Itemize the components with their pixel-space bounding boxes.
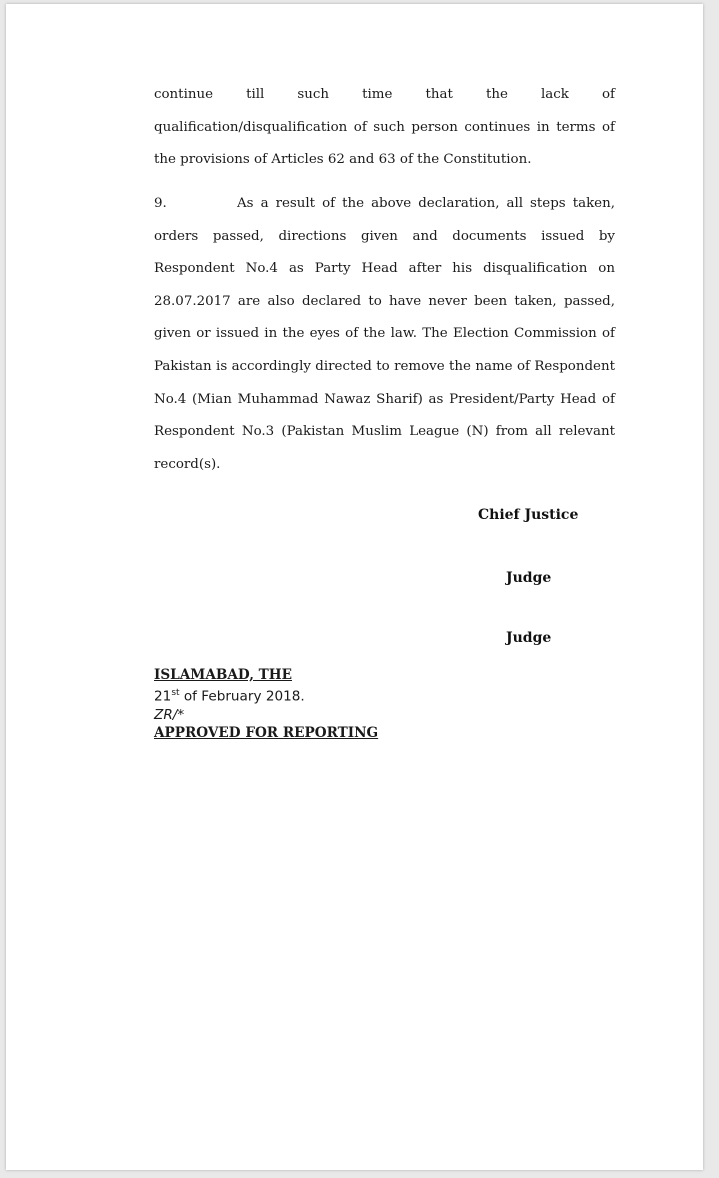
date-suffix: st	[171, 688, 180, 698]
paragraph-first-line	[154, 194, 615, 214]
text-line: orders passed, directions given and documents issued by	[154, 229, 615, 244]
text-line: given or issued in the eyes of the law. The Election Commission of	[154, 326, 615, 341]
text-line: As a result of the above declaration, all steps taken,	[237, 196, 615, 211]
signature-judge-2: Judge	[506, 630, 552, 646]
date-day: 21	[154, 688, 172, 705]
place-heading: ISLAMABAD, THE	[154, 667, 293, 683]
text-line: Pakistan is accordingly directed to remove the name of Respondent	[154, 359, 615, 374]
text-line: the provisions of Articles 62 and 63 of the Constitution.	[154, 152, 532, 167]
signature-judge-1: Judge	[506, 570, 552, 586]
text-line: qualification/disqualification of such person continues in terms of	[154, 120, 615, 135]
approved-for-reporting: APPROVED FOR REPORTING	[154, 724, 379, 741]
text-line: Respondent No.3 (Pakistan Muslim League (N) from all relevant	[154, 424, 615, 439]
footer-block	[154, 666, 378, 742]
text-line: 28.07.2017 are also declared to have never been taken, passed,	[154, 294, 615, 309]
signature-chief-justice: Chief Justice	[478, 507, 579, 523]
judgment-date	[154, 684, 378, 706]
date-rest: of February 2018.	[179, 688, 305, 705]
text-line: record(s).	[154, 457, 221, 472]
document-page	[6, 4, 703, 1170]
initials: ZR/*	[154, 706, 185, 723]
text-line: No.4 (Mian Muhammad Nawaz Sharif) as President/Party Head of	[154, 392, 615, 407]
paragraph-number: 9.	[154, 196, 167, 211]
text-line: continue till such time that the lack of	[154, 87, 615, 102]
text-line: Respondent No.4 as Party Head after his disqualification on	[154, 261, 615, 276]
